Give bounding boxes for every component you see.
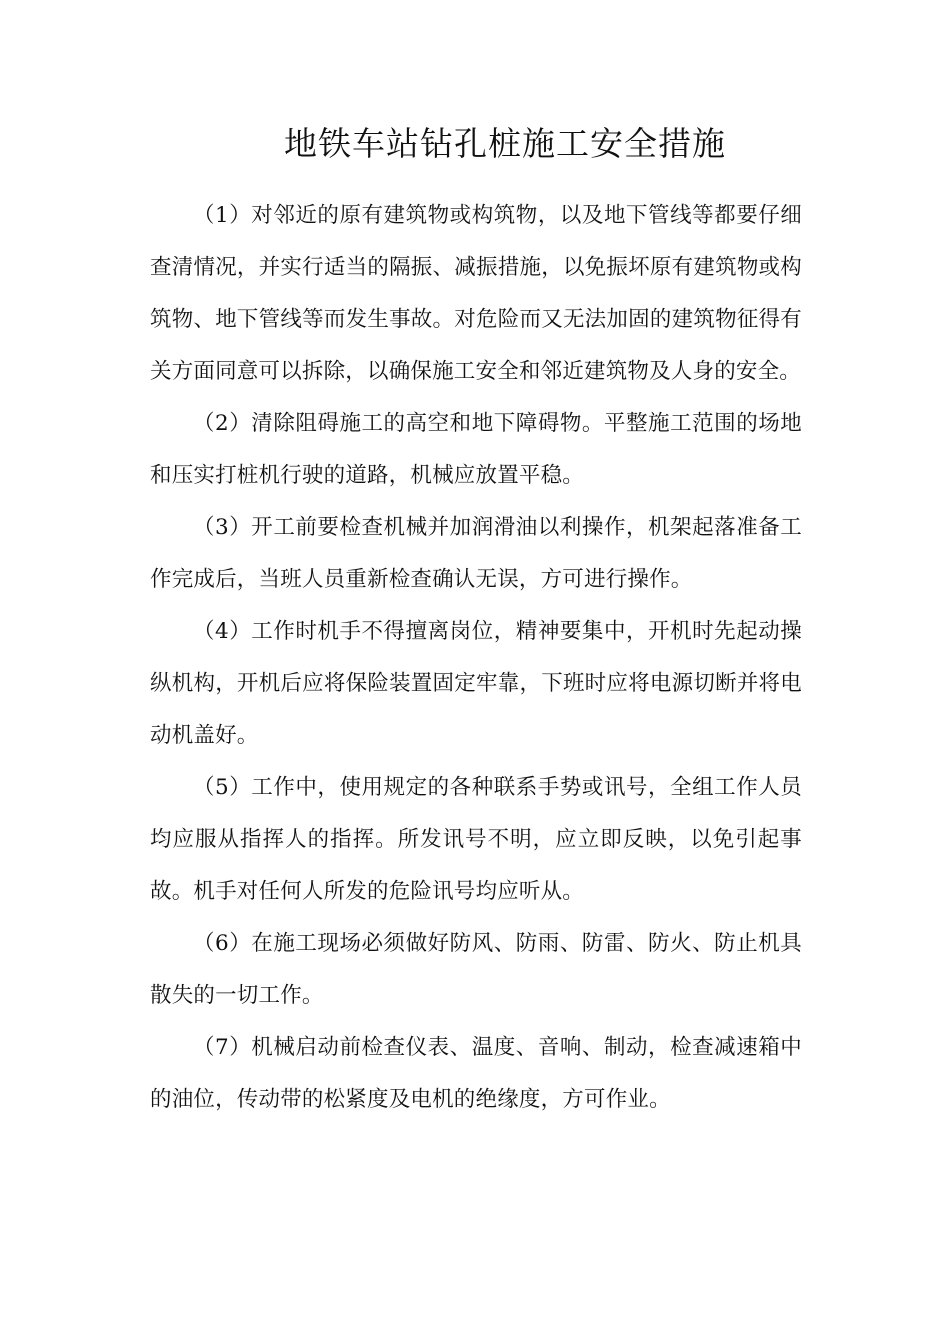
paragraph-7: （7）机械启动前检查仪表、温度、音响、制动，检查减速箱中的油位，传动带的松紧度及电机的绝缘度，方可作业。: [150, 1035, 802, 1112]
document-body: [150, 190, 802, 1126]
paragraph-6: （6）在施工现场必须做好防风、防雨、防雷、防火、防止机具散失的一切工作。: [150, 931, 802, 1008]
paragraph-4: （4）工作时机手不得擅离岗位，精神要集中，开机时先起动操纵机构，开机后应将保险装置固定牢靠，下班时应将电源切断并将电动机盖好。: [150, 619, 802, 748]
paragraph-5: （5）工作中，使用规定的各种联系手势或讯号，全组工作人员均应服从指挥人的指挥。所发讯号不明，应立即反映，以免引起事故。机手对任何人所发的危险讯号均应听从。: [150, 775, 802, 904]
paragraph-3: （3）开工前要检查机械并加润滑油以利操作，机架起落准备工作完成后，当班人员重新检查确认无误，方可进行操作。: [150, 515, 802, 592]
document-title: 地铁车站钻孔桩施工安全措施: [284, 124, 726, 163]
paragraph-2: （2）清除阻碍施工的高空和地下障碍物。平整施工范围的场地和压实打桩机行驶的道路，机械应放置平稳。: [150, 411, 802, 488]
paragraph-1: （1）对邻近的原有建筑物或构筑物，以及地下管线等都要仔细查清情况，并实行适当的隔振、减振措施，以免振坏原有建筑物或构筑物、地下管线等而发生事故。对危险而又无法加固的建筑物征得有关方面同意可以拆除，以确保施工安全和邻近建筑物及人身的安全。: [150, 203, 802, 384]
